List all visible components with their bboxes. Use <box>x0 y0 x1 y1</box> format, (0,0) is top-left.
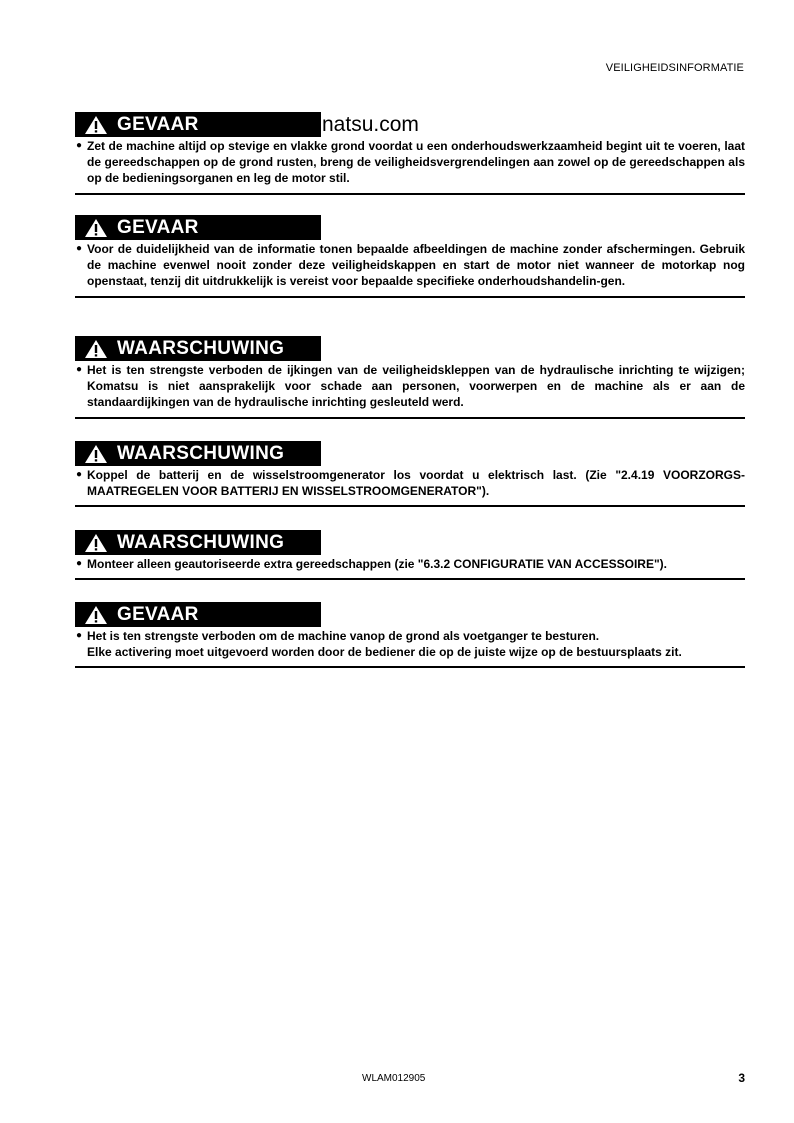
bullet-icon: ● <box>76 630 83 641</box>
bullet-icon: ● <box>76 243 83 254</box>
safety-notice-warning <box>75 530 745 580</box>
notice-text: ● Het is ten strengste verboden de ijkingen van de veiligheidskleppen van de hydraulische inrichting te wijzigen; Komatsu is niet aansprakelijk voor schade aan personen, voorwerpen en de machine als er aan de standaardijkingen van de hydraulische inrichting gesleuteld werd. <box>76 363 745 410</box>
warning-triangle-icon <box>84 339 108 359</box>
bullet-icon: ● <box>76 469 83 480</box>
notice-text: ● Koppel de batterij en de wisselstroomgenerator los voordat u elektrisch last. (Zie "2.4.19 VOORZORGS-MAATREGELEN VOOR BATTERIJ EN WISSELSTROOMGENERATOR"). <box>76 468 745 499</box>
running-header-title: VEILIGHEIDSINFORMATIE <box>605 62 744 74</box>
warning-label: WAARSCHUWING <box>117 443 285 464</box>
safety-notice-warning <box>75 441 745 507</box>
danger-header-band <box>75 602 321 627</box>
safety-notice-danger <box>75 215 745 298</box>
safety-notice-warning <box>75 336 745 419</box>
warning-triangle-icon <box>84 115 108 135</box>
notice-text: ● Het is ten strengste verboden om de machine vanop de grond als voetganger te besturen. Elke activering moet uitgevoerd worden door de bediener die op de juiste wijze op de bestuursplaats zit. <box>76 629 682 660</box>
danger-label: GEVAAR <box>117 217 199 238</box>
warning-header-band <box>75 530 321 555</box>
notice-text: ● Zet de machine altijd op stevige en vlakke grond voordat u een onderhoudswerkzaamheid begint uit te voeren, laat de gereedschappen op de grond rusten, breng de veiligheidsvergrendelingen aan zowel op de gereedschappen als op de bedieningsorganen en leg de motor stil. <box>76 139 745 186</box>
warning-header-band <box>75 441 321 466</box>
section-divider <box>75 417 745 419</box>
warning-header-band <box>75 336 321 361</box>
danger-header-band <box>75 215 321 240</box>
danger-label: GEVAAR <box>117 604 199 625</box>
section-divider <box>75 666 745 668</box>
section-divider <box>75 296 745 298</box>
section-divider <box>75 193 745 195</box>
warning-triangle-icon <box>84 605 108 625</box>
warning-label: WAARSCHUWING <box>117 532 285 553</box>
page-number: 3 <box>738 1071 745 1085</box>
bullet-icon: ● <box>76 558 83 569</box>
document-code: WLAM012905 <box>362 1073 426 1084</box>
section-divider <box>75 505 745 507</box>
warning-triangle-icon <box>84 444 108 464</box>
notice-text: ● Monteer alleen geautoriseerde extra gereedschappen (zie "6.3.2 CONFIGURATIE VAN ACCESSOIRE"). <box>76 557 667 571</box>
notice-text: ● Voor de duidelijkheid van de informatie tonen bepaalde afbeeldingen de machine zonder afschermingen. Gebruik de machine evenwel nooit zonder deze veiligheidskappen en start de motor niet wanneer de motorkap nog openstaat, tenzij dit uitdrukkelijk is vereist voor bepaalde specifieke onderhoudshandelin-gen. <box>76 242 745 289</box>
warning-triangle-icon <box>84 218 108 238</box>
danger-label: GEVAAR <box>117 114 199 135</box>
bullet-icon: ● <box>76 364 83 375</box>
watermark-text: natsu.com <box>322 113 419 136</box>
safety-notice-danger <box>75 602 745 668</box>
warning-label: WAARSCHUWING <box>117 338 285 359</box>
warning-triangle-icon <box>84 533 108 553</box>
section-divider <box>75 578 745 580</box>
danger-header-band <box>75 112 419 137</box>
safety-notice-danger <box>75 112 745 195</box>
bullet-icon: ● <box>76 140 83 151</box>
